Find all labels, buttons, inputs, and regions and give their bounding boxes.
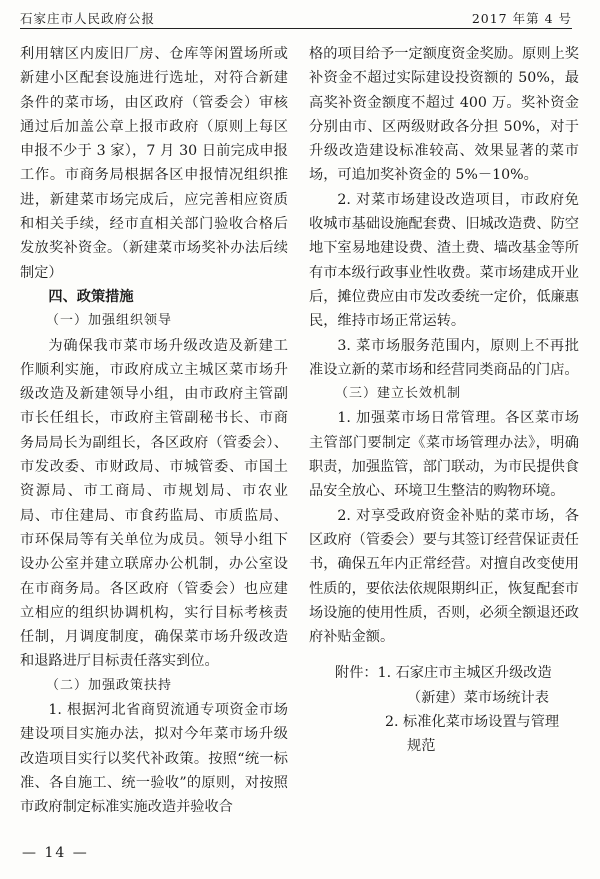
attachment-2-num: 2. <box>385 714 399 731</box>
attachment-1-line2: （新建）菜市场统计表 <box>407 689 549 706</box>
attachment-1-num: 1. <box>377 665 392 682</box>
left-column <box>20 42 288 820</box>
page-number: — 14 — <box>22 845 89 861</box>
paragraph: 1. 加强菜市场日常管理。各区菜市场主管部门要制定《菜市场管理办法》，明确职责，加强监管，部门联动，为市民提供食品安全放心、环境卫生整洁的购物环境。 <box>309 410 579 500</box>
page-header <box>20 6 572 29</box>
attachment-2-line1: 标准化菜市场设置与管理 <box>403 714 560 731</box>
paragraph: 1. 根据河北省商贸流通专项资金市场建设项目实施办法，拟对今年菜市场升级改造项目实行以奖代补政策。按照“统一标准、各自施工、统一验收”的原则，对按照市政府制定标准实施改造并验收合 <box>20 702 288 816</box>
paragraph: 3. 菜市场服务范围内，原则上不再批准设立新的菜市场和经营同类商品的门店。 <box>309 337 579 378</box>
paragraph: 2. 对菜市场建设改造项目，市政府免收城市基础设施配套费、旧城改造费、防空地下室易地建设费、渣土费、墙改基金等所有市本级行政事业性收费。菜市场建成开业后，摊位费应由市发改委统一定价，低廉惠民，维持市场正常运转。 <box>309 191 579 330</box>
attachments <box>309 661 579 758</box>
attachment-2-line2: 规范 <box>407 738 436 755</box>
attachment-label: 附件： <box>335 665 378 682</box>
attachment-1-line1: 石家庄市主城区升级改造 <box>395 665 552 682</box>
subsection-heading: （三）建立长效机制 <box>335 386 462 402</box>
paragraph: 为确保我市菜市场升级改造及新建工作顺利实施，市政府成立主城区菜市场升级改造及新建领导小组，由市政府主管副市长任组长，市政府主管副秘书长、市商务局局长为副组长，各区政府（管委会）、市发改委、市财政局、市城管委、市国土资源局、市工商局、市规划局、市农业局、市住建局、市食药监局、市质监局、市环保局等有关单位为成员。领导小组下设办公室并建立联席办公机制，办公室设在市商务局。各区政府（管委会）也应建立相应的组织协调机构，实行目标考核责任制，月调度制度，确保菜市场升级改造和退路进厅目标责任落实到位。 <box>20 337 288 670</box>
publication-title: 石家庄市人民政府公报 <box>20 11 156 26</box>
issue-number: 2017 年第 4 号 <box>471 11 572 26</box>
subsection-heading: （一）加强组织领导 <box>46 313 173 329</box>
subsection-heading: （二）加强政策扶持 <box>46 677 173 693</box>
paragraph: 2. 对享受政府资金补贴的菜市场，各区政府（管委会）要与其签订经营保证责任书，确保五年内正常经营。对擅自改变使用性质的，要依法依规限期纠正，恢复配套市场设施的使用性质，否则，必须全额退还政府补贴金额。 <box>309 507 579 646</box>
paragraph: 格的项目给予一定额度资金奖励。原则上奖补资金不超过实际建设投资额的 50%，最高奖补资金额度不超过 400 万。奖补资金分别由市、区两级财政各分担 50%，对于升级改造建设标准较高、效果显著的菜市场，可追加奖补资金的 5%－10%。 <box>309 46 579 184</box>
section-heading: 四、政策措施 <box>48 288 134 305</box>
right-column <box>309 42 579 759</box>
paragraph: 利用辖区内废旧厂房、仓库等闲置场所或新建小区配套设施进行选址，对符合新建条件的菜市场，由区政府（管委会）审核通过后加盖公章上报市政府（原则上每区申报不少于 3 家），7 月 30 日前完成申报工作。市商务局根据各区申报情况组织推进，新建菜市场完成后，应完善相应资质和相关手续，经市直相关部门验收合格后发放奖补资金。（新建菜市场奖补办法后续制定） <box>20 46 288 281</box>
